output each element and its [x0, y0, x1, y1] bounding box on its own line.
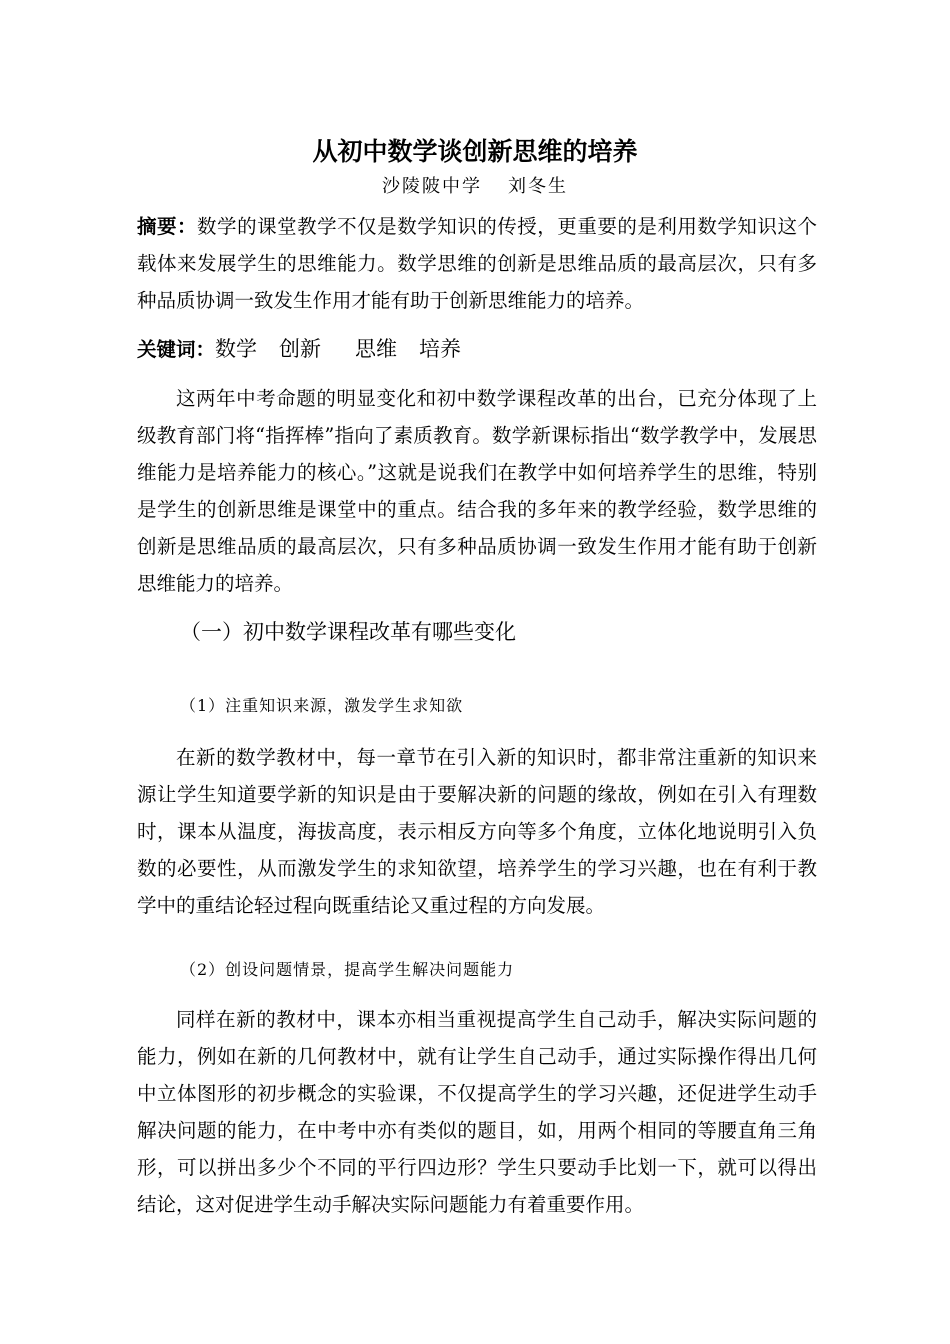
subsection-paragraph: 同样在新的教材中，课本亦相当重视提高学生自己动手，解决实际问题的能力，例如在新的几何教材中，就有让学生自己动手，通过实际操作得出几何中立体图形的初步概念的实验课，不仅提高学生的学习兴趣，还促进学生动手解决问题的能力，在中考中亦有类似的题目，如，用两个相同的等腰直角三角形，可以拼出多少个不同的平行四边形？学生只要动手比划一下，就可以得出结论，这对促进学生动手解决实际问题能力有着重要作用。: [137, 1008, 817, 1216]
keywords-label: 关键词：: [137, 338, 216, 361]
keyword-item: 数学: [215, 337, 258, 361]
author-line: [0, 174, 950, 200]
subsection-paragraph: 在新的数学教材中，每一章节在引入新的知识时，都非常注重新的知识来源让学生知道要学新的知识是由于要解决新的问题的缘故，例如在引入有理数时，课本从温度，海拔高度，表示相反方向等多个角度，立体化地说明引入负数的必要性，从而激发学生的求知欲望，培养学生的学习兴趣，也在有利于教学中的重结论轻过程向既重结论又重过程的方向发展。: [137, 746, 817, 917]
section-heading: （一）初中数学课程改革有哪些变化: [180, 620, 516, 644]
abstract-text: 数学的课堂教学不仅是数学知识的传授，更重要的是利用数学知识这个载体来发展学生的思维能力。数学思维的创新是思维品质的最高层次，只有多种品质协调一致发生作用才能有助于创新思维能力的培养。: [137, 215, 817, 312]
author-name: 刘冬生: [508, 176, 568, 197]
keyword-item: 培养: [419, 337, 462, 361]
keywords: [137, 332, 483, 367]
keyword-item: 思维: [355, 337, 398, 361]
abstract: [137, 208, 817, 319]
abstract-label: 摘要：: [137, 215, 198, 238]
document-title: 从初中数学谈创新思维的培养: [312, 137, 638, 166]
intro-paragraph: 这两年中考命题的明显变化和初中数学课程改革的出台，已充分体现了上级教育部门将“指挥棒”指向了素质教育。数学新课标指出“数学教学中，发展思维能力是培养能力的核心。”这就是说我们在教学中如何培养学生的思维，特别是学生的创新思维是课堂中的重点。结合我的多年来的教学经验，数学思维的创新是思维品质的最高层次，只有多种品质协调一致发生作用才能有助于创新思维能力的培养。: [137, 387, 817, 595]
subsection-heading: （1）注重知识来源，激发学生求知欲: [180, 696, 464, 715]
author-school: 沙陵陂中学: [382, 176, 482, 197]
keyword-item: 创新: [279, 337, 322, 361]
subsection-heading: （2）创设问题情景，提高学生解决问题能力: [180, 960, 515, 979]
